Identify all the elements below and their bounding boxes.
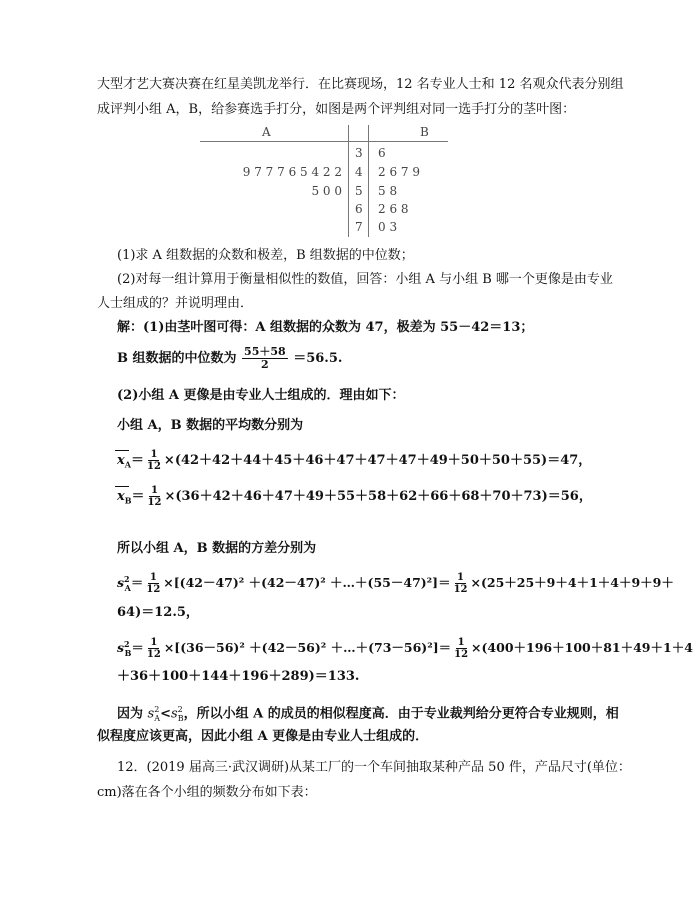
mean-a-line: $x_A=$ $\frac{1}{12}$ ×(42＋42＋44＋45＋46＋47＋47＋47＋49＋50＋50＋55)＝47， — [117, 449, 592, 472]
stem-right-leaves: 5 8 — [378, 184, 398, 198]
conclusion-suffix: ，所以小组 A 的成员的相似程度高．由于专业裁判给分更符合专业规则，相 — [183, 706, 619, 722]
stem-header-a: A — [262, 125, 271, 139]
conclusion-var-a-sup: 2 — [154, 705, 160, 714]
stem-value: 6 — [355, 202, 363, 216]
variance-a-superscript: 2 — [124, 574, 130, 584]
stem-right-divider — [368, 125, 369, 237]
stem-value: 3 — [355, 146, 363, 160]
conclusion-var-b: s — [170, 706, 178, 722]
mean-a-fraction — [145, 449, 163, 472]
solution-line-7: 所以小组 A，B 数据的方差分别为 — [117, 541, 317, 556]
variance-a-fraction-1 — [144, 572, 162, 595]
variance-b-line-2: ＋36＋100＋144＋196＋289)＝133. — [117, 669, 360, 684]
variance-b-superscript: 2 — [124, 639, 130, 649]
variance-a-line: $s^2_A=$ $\frac{1}{12}$ ×[(42－47)² ＋(42－47)² ＋…＋(55－47)²]＝ $\frac{1}{12}$ ×(25＋25＋9＋4＋1＋4＋9＋9＋ — [117, 572, 674, 596]
mean-a-numerator: 1 — [150, 449, 158, 460]
mean-b-denominator: 12 — [147, 497, 162, 508]
conclusion-prefix: 因为 — [117, 706, 148, 722]
fraction-numerator: 1 — [457, 572, 465, 584]
variance-a-expression-1: ×[(42－47)² ＋(42－47)² ＋…＋(55－47)²]＝ — [163, 575, 451, 591]
stem-value: 5 — [355, 184, 363, 198]
conclusion-var-a-sub: A — [154, 713, 161, 723]
conclusion-var-b-sub: B — [177, 713, 184, 723]
solution-line-3: (2)小组 A 更像是由专业人士组成的．理由如下： — [117, 388, 405, 403]
conclusion-line-1 — [117, 702, 619, 727]
fraction-denominator: 12 — [146, 649, 161, 661]
intro-line-1: 大型才艺大赛决赛在红星美凯龙举行．在比赛现场，12 名专业人士和 12 名观众代表分别组 — [97, 77, 624, 92]
median-fraction-denominator: 2 — [261, 358, 269, 371]
solution-line-1: 解：(1)由茎叶图可得：A 组数据的众数为 47，极差为 55－42＝13； — [117, 320, 534, 335]
question-1: (1)求 A 组数据的众数和极差，B 组数据的中位数； — [117, 248, 414, 263]
median-suffix: ＝56.5. — [293, 351, 343, 366]
variance-b-fraction-2 — [452, 637, 470, 660]
mean-b-symbol: x — [117, 489, 125, 504]
median-prefix: B 组数据的中位数为 — [117, 351, 237, 366]
conclusion-var-b-sup: 2 — [177, 705, 183, 714]
mean-a-expression: ×(42＋42＋44＋45＋46＋47＋47＋47＋49＋50＋50＋55)＝47， — [163, 453, 592, 468]
variance-b-expression-1: ×[(36－56)² ＋(42－56)² ＋…＋(73－56)²]＝ — [163, 640, 452, 656]
solution-line-4: 小组 A，B 数据的平均数分别为 — [117, 418, 304, 433]
stem-value: 7 — [355, 220, 363, 234]
variance-a-subscript: A — [124, 582, 131, 593]
fraction-numerator: 1 — [457, 637, 465, 649]
fraction-numerator: 1 — [149, 572, 157, 584]
stem-left-leaves: 5 0 0 — [311, 184, 342, 198]
stem-right-leaves: 2 6 8 — [378, 202, 409, 216]
variance-b-subscript: B — [124, 647, 132, 658]
stem-right-leaves: 6 — [378, 146, 386, 160]
stem-right-leaves: 0 3 — [378, 220, 398, 234]
variance-b-line: $s^2_B=$ $\frac{1}{12}$ ×[(36－56)² ＋(42－56)² ＋…＋(73－56)²]＝ $\frac{1}{12}$ ×(400＋196＋100＋81＋49＋1＋4 — [117, 637, 693, 661]
intro-line-2: 成评判小组 A，B，给参赛选手打分，如图是两个评判组对同一选手打分的茎叶图： — [97, 102, 576, 117]
mean-b-expression: ×(36＋42＋46＋47＋49＋55＋58＋62＋66＋68＋70＋73)＝56， — [164, 489, 592, 504]
variance-a-fraction-2 — [452, 572, 470, 595]
question-2-line-2: 人士组成的？并说明理由． — [97, 296, 254, 311]
mean-b-fraction — [146, 485, 164, 508]
variance-a-line-2: 64)＝12.5， — [117, 605, 199, 620]
mean-b-numerator: 1 — [151, 485, 158, 496]
median-fraction — [242, 346, 288, 371]
fraction-numerator: 1 — [150, 637, 158, 649]
stem-value: 4 — [355, 165, 363, 179]
mean-b-subscript: B — [124, 495, 132, 506]
question-12-line-1: 12．(2019 届高三·武汉调研)从某工厂的一个车间抽取某种产品 50 件，产品尺寸(单位： — [117, 760, 631, 775]
mean-b-line: $x_B=$ $\frac{1}{12}$ ×(36＋42＋46＋47＋49＋55＋58＋62＋66＋68＋70＋73)＝56， — [117, 485, 592, 508]
conclusion-less-than: < — [160, 706, 171, 722]
variance-b-symbol: s — [117, 640, 125, 656]
stem-left-divider — [348, 125, 349, 237]
stem-left-leaves: 9 7 7 7 6 5 4 2 2 — [242, 165, 342, 179]
conclusion-var-a: s — [147, 706, 155, 722]
solution-median-line — [117, 346, 342, 371]
stem-leaf-diagram — [200, 125, 450, 237]
mean-a-symbol: x — [117, 453, 125, 468]
fraction-denominator: 12 — [454, 649, 469, 661]
fraction-denominator: 12 — [146, 584, 161, 596]
fraction-denominator: 12 — [453, 584, 468, 596]
stem-header-b: B — [420, 125, 429, 139]
median-fraction-numerator: 55＋58 — [244, 345, 286, 358]
variance-b-fraction-1 — [145, 637, 163, 660]
variance-a-expression-2: ×(25＋25＋9＋4＋1＋4＋9＋9＋ — [470, 575, 674, 591]
variance-b-expression-2: ×(400＋196＋100＋81＋49＋1＋4 — [471, 640, 693, 656]
stem-header-rule — [200, 141, 448, 142]
question-2-line-1: (2)对每一组计算用于衡量相似性的数值，回答：小组 A 与小组 B 哪一个更像是由专业 — [117, 272, 613, 287]
stem-right-leaves: 2 6 7 9 — [378, 165, 420, 179]
question-12-line-2: cm)落在各个小组的频数分布如下表： — [97, 785, 317, 800]
variance-a-symbol: s — [117, 575, 125, 591]
mean-a-denominator: 12 — [147, 461, 161, 472]
conclusion-line-2: 似程度应该更高，因此小组 A 更像是由专业人士组成的． — [97, 729, 429, 744]
mean-a-subscript: A — [124, 459, 131, 470]
